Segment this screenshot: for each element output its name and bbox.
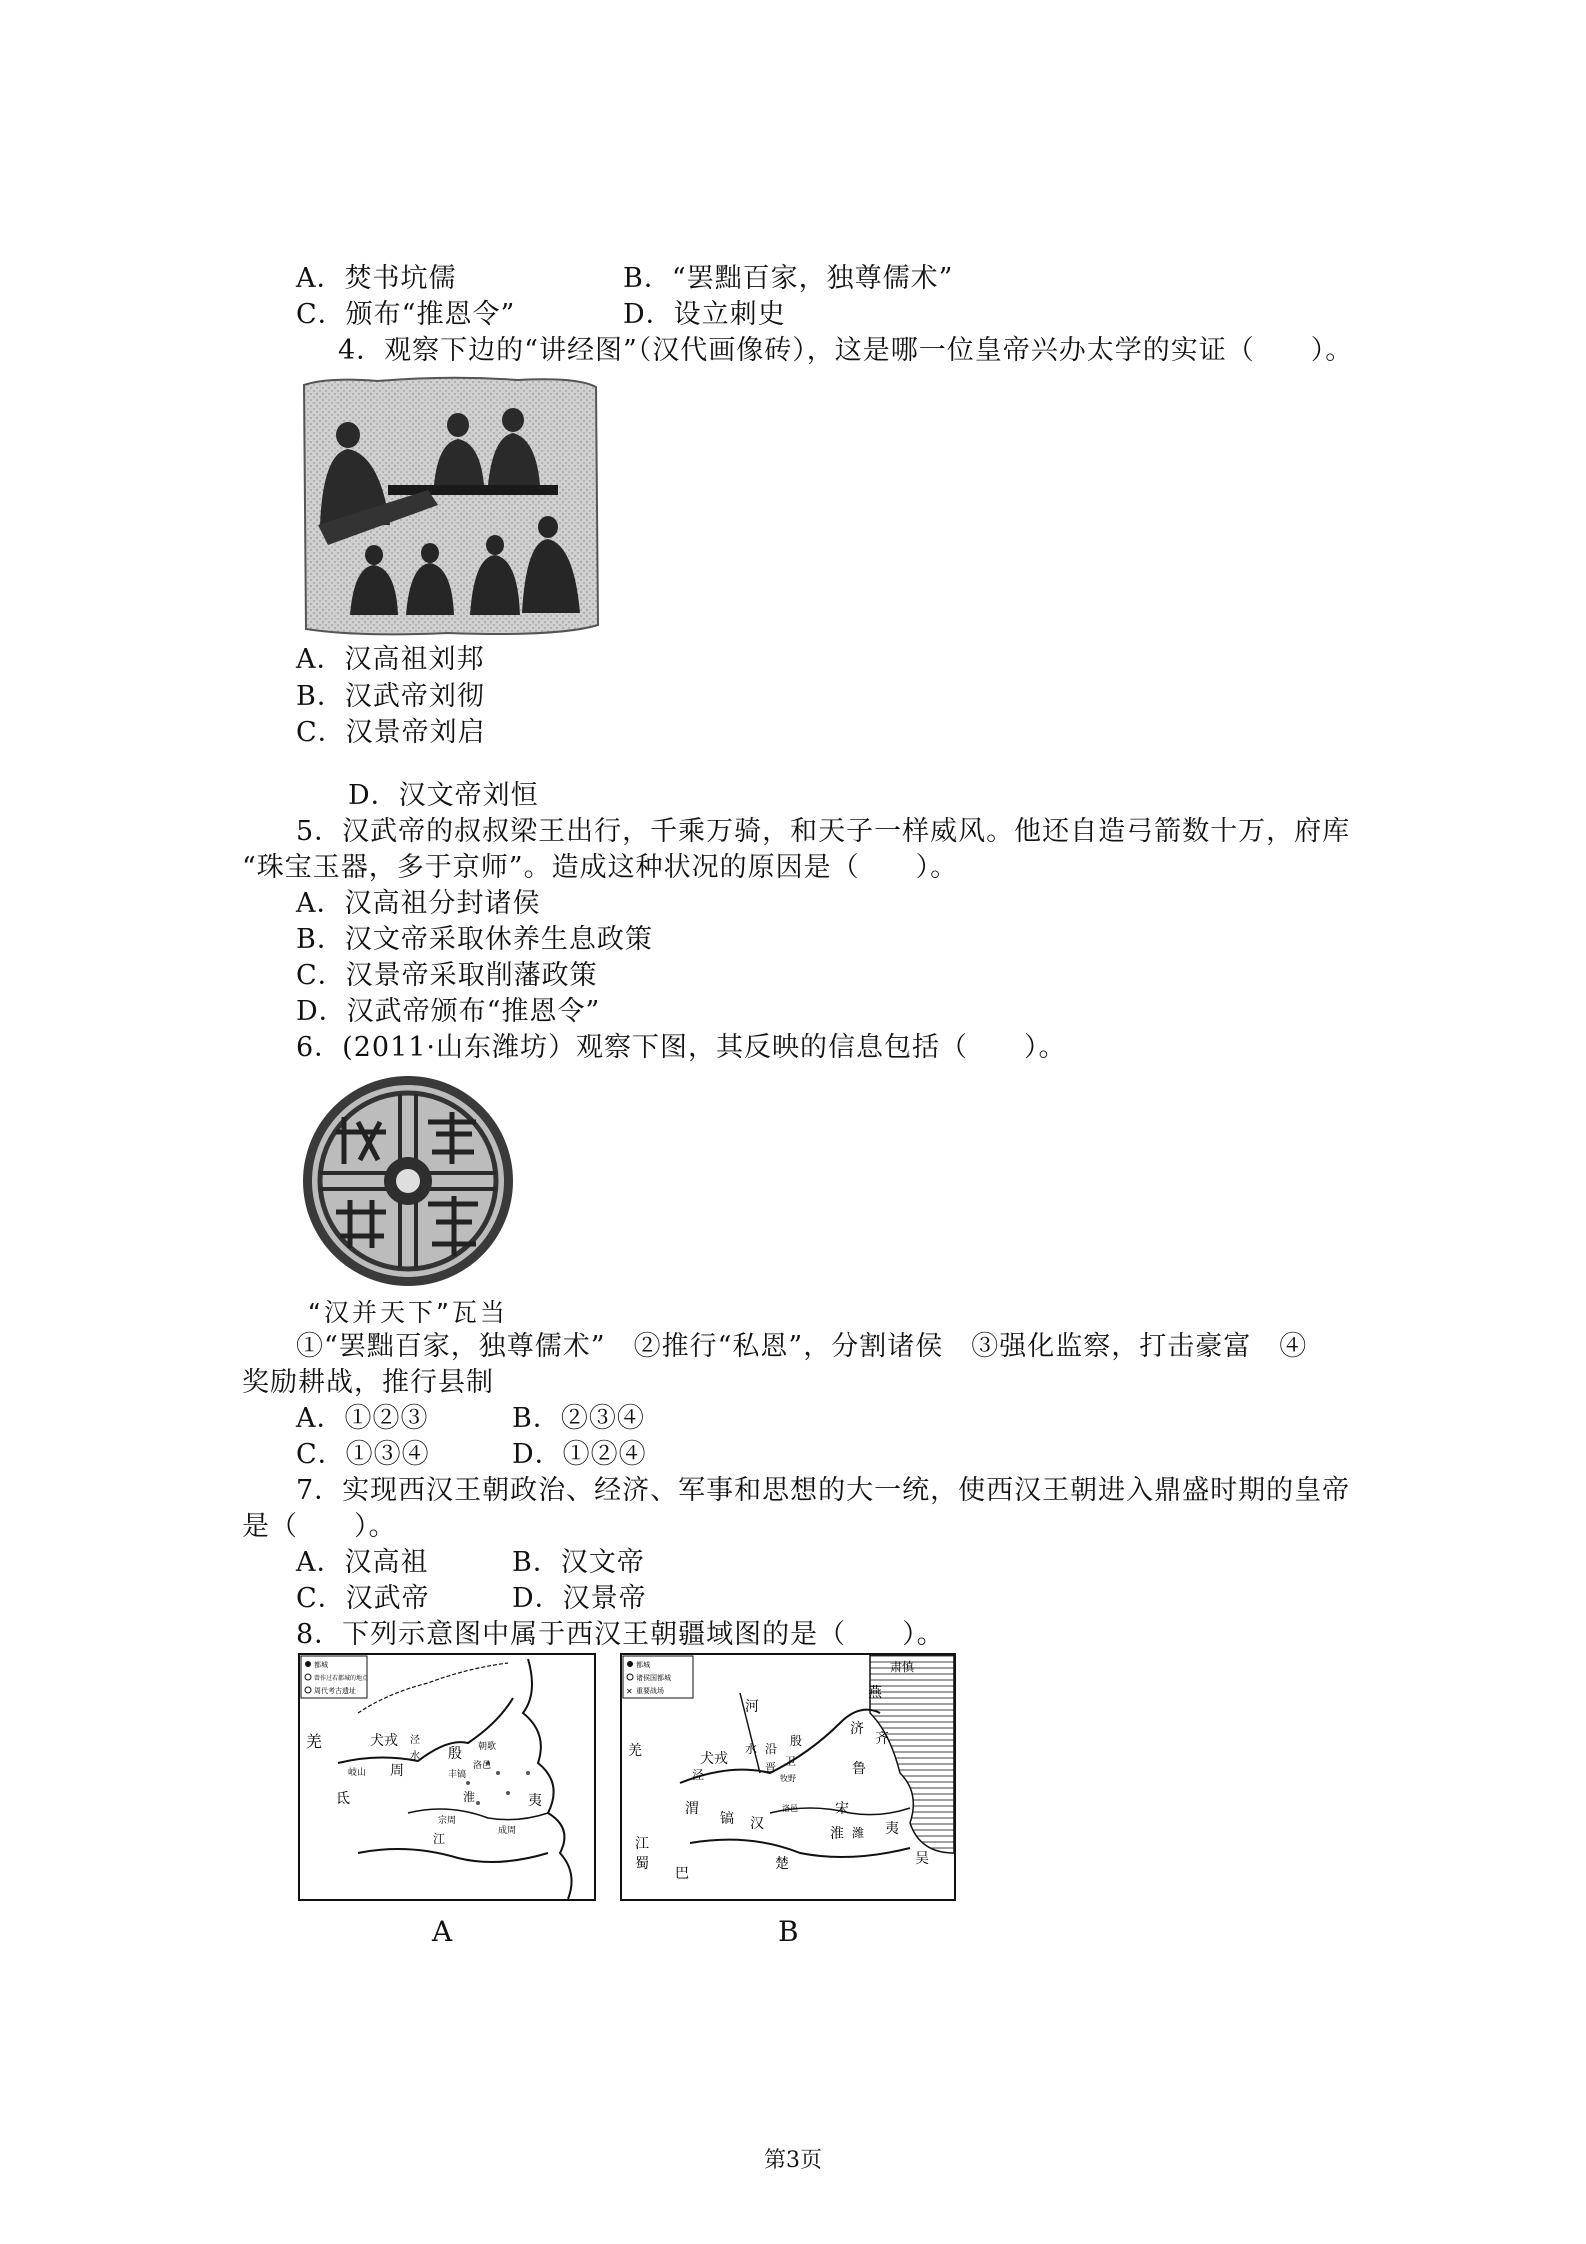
lecture-brick-relief-image: [298, 375, 600, 639]
q6-items-line2: 奖励耕战，推行县制: [242, 1367, 494, 1398]
q6-figure-caption: “汉并天下”瓦当: [308, 1298, 508, 1327]
q6-option-c: C．①③④: [296, 1439, 430, 1470]
svg-text:✕: ✕: [626, 1687, 633, 1696]
map-b-place-wei-river: 渭: [685, 1801, 699, 1817]
map-b-place-wei2: 潍: [852, 1826, 865, 1840]
map-b-place-ba: 巴: [675, 1866, 689, 1882]
map-a-place-jing: 泾: [410, 1735, 420, 1746]
q5-stem-line1: 5．汉武帝的叔叔梁王出行，千乘万骑，和天子一样威风。他还自造弓箭数十万，府库: [296, 816, 1351, 847]
map-b-place-luoyi: 洛邑: [782, 1804, 798, 1813]
map-a: [298, 1653, 596, 1901]
q4-option-b: B．汉武帝刘彻: [296, 681, 485, 712]
map-a-place-quanrong: 犬戎: [370, 1733, 398, 1749]
map-b-place-hao: 镐: [720, 1811, 734, 1827]
q5-option-b: B．汉文帝采取休养生息政策: [296, 924, 653, 955]
q7-stem-line1: 7．实现西汉王朝政治、经济、军事和思想的大一统，使西汉王朝进入鼎盛时期的皇帝: [296, 1475, 1351, 1506]
map-a-place-zhaoge: 朝歌: [478, 1742, 497, 1752]
q6-option-b: B．②③④: [512, 1403, 645, 1434]
map-b-place-han: 汉: [750, 1816, 764, 1832]
map-a-place-huai: 淮: [463, 1790, 476, 1804]
map-b-place-shu: 蜀: [635, 1856, 649, 1872]
q7-stem-line2: 是（ ）。: [242, 1511, 397, 1542]
map-a-place-qishan: 岐山: [348, 1768, 367, 1778]
map-a-legend-3: 周代考古遗址: [314, 1687, 356, 1695]
map-a-place-zhou: 周: [390, 1763, 404, 1779]
map-b-legend-1: 都城: [636, 1661, 650, 1669]
map-b-place-quanrong: 犬戎: [700, 1751, 728, 1767]
map-b-place-wei: 卫: [785, 1755, 796, 1768]
map-a-place-chengzhou: 成周: [498, 1826, 517, 1836]
map-b-place-ji: 济: [850, 1721, 864, 1737]
map-b: [620, 1653, 956, 1901]
q6-stem: 6．(2011·山东潍坊）观察下图，其反映的信息包括（ ）。: [296, 1032, 1067, 1063]
map-b-place-jiang: 江: [635, 1836, 649, 1852]
map-a-place-zongzhou: 宗周: [438, 1816, 457, 1826]
map-a-label: A: [432, 1915, 453, 1948]
q5-option-a: A．汉高祖分封诸侯: [296, 888, 541, 919]
q3-option-d: D．设立刺史: [623, 299, 786, 330]
q7-option-c: C．汉武帝: [296, 1583, 430, 1614]
q3-option-a: A．焚书坑儒: [296, 263, 457, 294]
q4-stem: 4．观察下边的“讲经图”（汉代画像砖），这是哪一位皇帝兴办太学的实证（ ）。: [338, 335, 1354, 366]
map-b-label: B: [778, 1915, 799, 1948]
map-b-place-qi: 齐: [875, 1731, 889, 1747]
q4-option-d: D．汉文帝刘恒: [348, 780, 539, 811]
q3-option-c: C．颁布“推恩令”: [296, 299, 516, 330]
q7-option-a: A．汉高祖: [296, 1547, 429, 1578]
map-b-place-he: 河: [745, 1699, 759, 1715]
q4-option-c: C．汉景帝刘启: [296, 717, 486, 748]
map-b-place-muye: 牧野: [780, 1774, 796, 1783]
map-a-legend-1: 都城: [314, 1661, 328, 1669]
map-b-place-yan: 燕: [868, 1685, 882, 1701]
q3-option-b: B．“罢黜百家，独尊儒术”: [623, 263, 954, 294]
map-b-legend-2: 诸侯国都城: [636, 1674, 671, 1682]
map-b-legend-3: 重要战场: [636, 1687, 664, 1695]
q6-items-line1: ①“罢黜百家，独尊儒术” ②推行“私恩”，分割诸侯 ③强化监察，打击豪富 ④: [296, 1331, 1308, 1362]
q7-option-b: B．汉文帝: [512, 1547, 645, 1578]
q6-option-d: D．①②④: [512, 1439, 647, 1470]
map-a-place-fenghao: 丰镐: [448, 1770, 467, 1780]
q8-stem: 8．下列示意图中属于西汉王朝疆域图的是（ ）。: [296, 1619, 945, 1650]
map-a-place-jiang: 江: [433, 1832, 446, 1846]
q6-option-a: A．①②③: [296, 1403, 429, 1434]
map-a-legend-2: 曾作过若都城的地点: [314, 1675, 369, 1682]
page-number: 第3页: [764, 2148, 822, 2173]
map-b-place-wu: 吴: [915, 1851, 929, 1867]
map-b-place-huai: 淮: [830, 1826, 844, 1842]
map-b-place-jin: 晋: [765, 1761, 776, 1774]
q4-option-a: A．汉高祖刘邦: [296, 644, 485, 675]
q5-option-c: C．汉景帝采取削藩政策: [296, 960, 598, 991]
map-b-place-qiang: 羌: [628, 1743, 642, 1759]
map-a-place-shui: 水: [410, 1751, 420, 1762]
map-a-place-di: 氐: [336, 1791, 350, 1807]
map-b-place-song: 宋: [835, 1801, 849, 1817]
map-b-place-yan2: 沿: [765, 1742, 778, 1756]
map-a-place-yi: 夷: [528, 1793, 542, 1809]
map-b-place-shui: 水: [745, 1742, 758, 1756]
map-a-place-qiang: 羌: [306, 1732, 323, 1751]
q5-stem-line2: “珠宝玉器，多于京师”。造成这种状况的原因是（ ）。: [242, 852, 959, 883]
map-a-place-luoyi: 洛邑: [473, 1761, 492, 1771]
q7-option-d: D．汉景帝: [512, 1583, 647, 1614]
map-b-place-yi: 夷: [885, 1821, 899, 1837]
map-b-place-yin: 殷: [790, 1734, 803, 1748]
map-b-place-sushen: 肃慎: [890, 1660, 915, 1674]
map-b-place-lu: 鲁: [852, 1761, 866, 1777]
map-a-place-yin: 殷: [448, 1746, 462, 1762]
map-b-place-chu: 楚: [775, 1856, 789, 1872]
q5-option-d: D．汉武帝颁布“推恩令”: [296, 996, 601, 1027]
roof-tile-end-image: [296, 1072, 520, 1290]
map-b-place-jing: 泾: [692, 1768, 705, 1782]
